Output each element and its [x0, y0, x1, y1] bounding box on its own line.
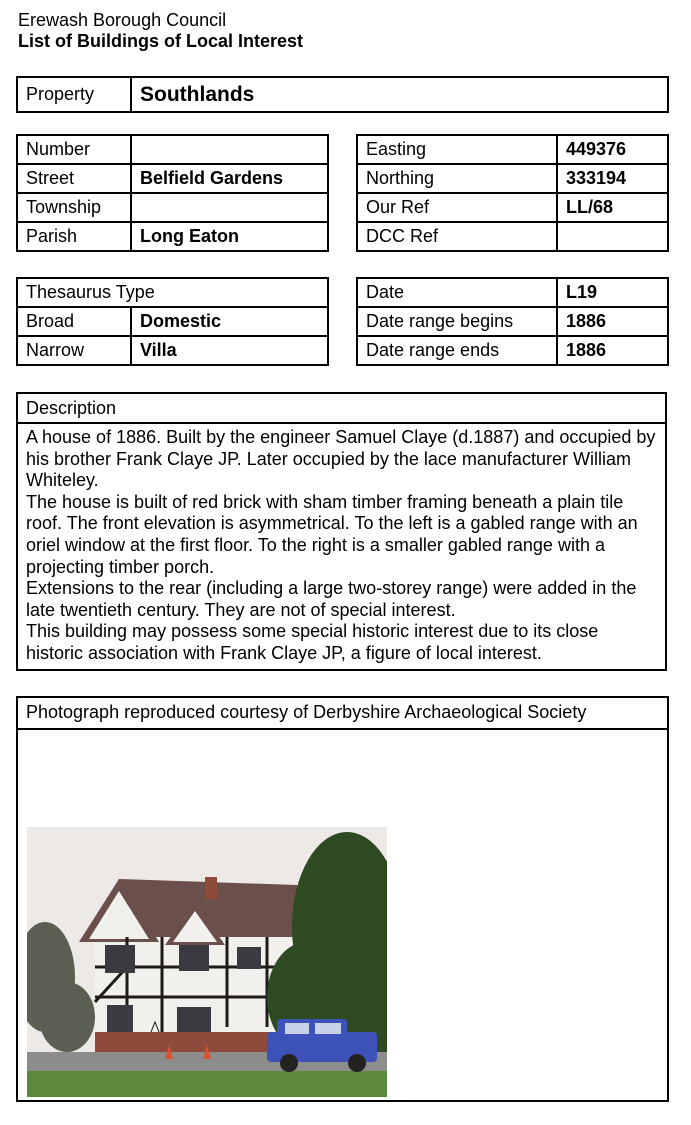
our-ref-label: Our Ref — [357, 193, 557, 222]
document-header — [18, 10, 303, 52]
broad-label: Broad — [17, 307, 131, 336]
location-row-township — [17, 193, 328, 222]
description-paragraph: A house of 1886. Built by the engineer Samuel Claye (d.1887) and occupied by his brother Frank Claye JP. Later occupied by the lace manufacturer William Whiteley. — [26, 427, 656, 491]
dcc-ref-value — [557, 222, 668, 251]
reference-row-northing — [357, 164, 668, 193]
easting-value: 449376 — [557, 135, 668, 164]
location-row-parish — [17, 222, 328, 251]
reference-row-dcc-ref — [357, 222, 668, 251]
date-ends-label: Date range ends — [357, 336, 557, 365]
council-name: Erewash Borough Council — [18, 10, 227, 30]
thesaurus-header-row — [17, 278, 328, 307]
street-label: Street — [17, 164, 131, 193]
house-photograph — [27, 827, 387, 1097]
date-begins-value: 1886 — [557, 307, 668, 336]
description-box — [16, 392, 667, 671]
thesaurus-header: Thesaurus Type — [17, 278, 328, 307]
location-row-number — [17, 135, 328, 164]
northing-label: Northing — [357, 164, 557, 193]
location-table — [16, 134, 329, 252]
description-body — [18, 424, 665, 668]
dates-row-ends — [357, 336, 668, 365]
date-value: L19 — [557, 278, 668, 307]
date-ends-value: 1886 — [557, 336, 668, 365]
photo-lawn — [27, 1071, 387, 1097]
parish-label: Parish — [17, 222, 131, 251]
description-paragraph: This building may possess some special historic interest due to its close historic association with Frank Claye JP, a figure of local interest. — [26, 621, 599, 663]
reference-row-our-ref — [357, 193, 668, 222]
description-paragraph: Extensions to the rear (including a large two-storey range) were added in the late twentieth century. They are not of special interest. — [26, 578, 637, 620]
location-row-street — [17, 164, 328, 193]
broad-value: Domestic — [131, 307, 328, 336]
description-paragraph: The house is built of red brick with sham timber framing beneath a plain tile roof. The front elevation is asymmetrical. To the left is a gabled range with an oriel window at the first floor. To the right is a smaller gabled range with a projecting timber porch. — [26, 491, 638, 577]
reference-table — [356, 134, 669, 252]
property-label: Property — [17, 77, 131, 112]
reference-row-easting — [357, 135, 668, 164]
number-value — [131, 135, 328, 164]
number-label: Number — [17, 135, 131, 164]
thesaurus-row-narrow — [17, 336, 328, 365]
thesaurus-row-broad — [17, 307, 328, 336]
photograph-box — [16, 696, 669, 1102]
our-ref-value: LL/68 — [557, 193, 668, 222]
dcc-ref-label: DCC Ref — [357, 222, 557, 251]
dates-table — [356, 277, 669, 366]
property-table — [16, 76, 669, 113]
street-value: Belfield Gardens — [131, 164, 328, 193]
date-begins-label: Date range begins — [357, 307, 557, 336]
description-header: Description — [18, 394, 665, 424]
northing-value: 333194 — [557, 164, 668, 193]
narrow-value: Villa — [131, 336, 328, 365]
photograph-caption: Photograph reproduced courtesy of Derbyshire Archaeological Society — [18, 698, 667, 730]
list-title: List of Buildings of Local Interest — [18, 31, 304, 51]
thesaurus-table — [16, 277, 329, 366]
dates-row-date — [357, 278, 668, 307]
narrow-label: Narrow — [17, 336, 131, 365]
dates-row-begins — [357, 307, 668, 336]
township-label: Township — [17, 193, 131, 222]
easting-label: Easting — [357, 135, 557, 164]
date-label: Date — [357, 278, 557, 307]
parish-value: Long Eaton — [131, 222, 328, 251]
property-name: Southlands — [131, 77, 668, 112]
township-value — [131, 193, 328, 222]
